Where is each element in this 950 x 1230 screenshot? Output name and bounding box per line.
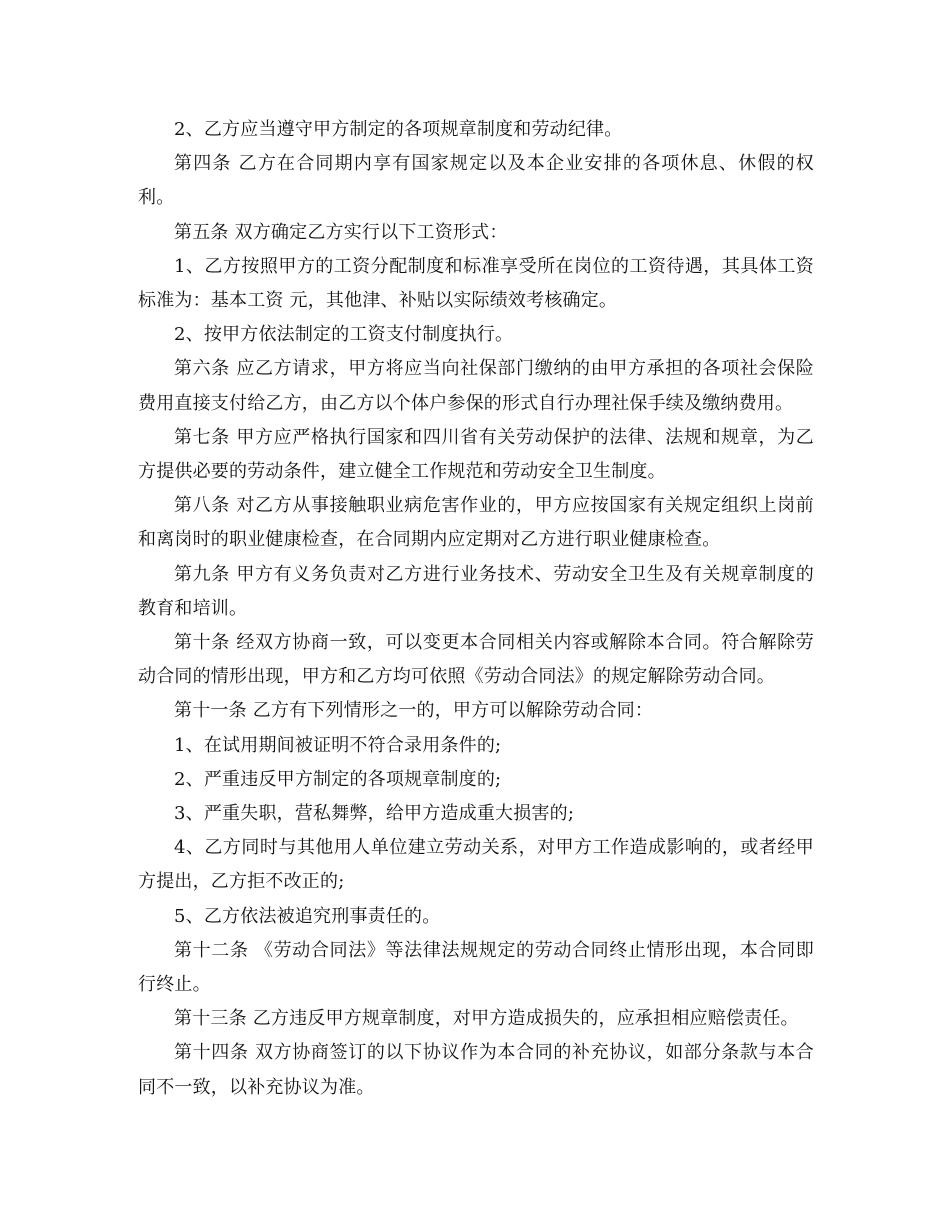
article-5-item-2: 2、按甲方依法制定的工资支付制度执行。 <box>174 324 514 346</box>
article-4: 第四条 乙方在合同期内享有国家规定以及本企业安排的各项休息、休假的权利。 <box>138 153 814 209</box>
article-8: 第八条 对乙方从事接触职业病危害作业的，甲方应按国家有关规定组织上岗前和离岗时的职业健康检查，在合同期内应定期对乙方进行职业健康检查。 <box>138 495 814 551</box>
article-11-item-4: 4、乙方同时与其他用人单位建立劳动关系，对甲方工作造成影响的，或者经甲方提出，乙方拒不改正的; <box>138 837 814 893</box>
article-6: 第六条 应乙方请求，甲方将应当向社保部门缴纳的由甲方承担的各项社会保险费用直接支付给乙方，由乙方以个体户参保的形式自行办理社保手续及缴纳费用。 <box>138 358 814 414</box>
article-11-item-1: 1、在试用期间被证明不符合录用条件的; <box>174 734 502 756</box>
article-10: 第十条 经双方协商一致，可以变更本合同相关内容或解除本合同。符合解除劳动合同的情形出现，甲方和乙方均可依照《劳动合同法》的规定解除劳动合同。 <box>138 632 814 688</box>
article-11: 第十一条 乙方有下列情形之一的，甲方可以解除劳动合同： <box>174 700 654 722</box>
article-12: 第十二条 《劳动合同法》等法律法规规定的劳动合同终止情形出现，本合同即行终止。 <box>138 939 814 996</box>
article-13: 第十三条 乙方违反甲方规章制度，对甲方造成损失的，应承担相应赔偿责任。 <box>174 1008 799 1030</box>
article-5-item-1: 1、乙方按照甲方的工资分配制度和标准享受所在岗位的工资待遇，其具体工资标准为：基本工资 元，其他津、补贴以实际绩效考核确定。 <box>138 255 814 312</box>
document-body <box>138 113 814 1105</box>
article-9: 第九条 甲方有义务负责对乙方进行业务技术、劳动安全卫生及有关规章制度的教育和培训。 <box>138 563 814 619</box>
article-14: 第十四条 双方协商签订的以下协议作为本合同的补充协议，如部分条款与本合同不一致，以补充协议为准。 <box>138 1042 814 1098</box>
article-11-item-2: 2、严重违反甲方制定的各项规章制度的; <box>174 768 502 790</box>
article-11-item-3: 3、严重失职，营私舞弊，给甲方造成重大损害的; <box>174 803 575 825</box>
article-11-item-5: 5、乙方依法被追究刑事责任的。 <box>174 905 441 927</box>
article-5: 第五条 双方确定乙方实行以下工资形式： <box>174 221 508 243</box>
clause-2-rules: 2、乙方应当遵守甲方制定的各项规章制度和劳动纪律。 <box>174 119 623 140</box>
article-7: 第七条 甲方应严格执行国家和四川省有关劳动保护的法律、法规和规章，为乙方提供必要的劳动条件，建立健全工作规范和劳动安全卫生制度。 <box>138 426 814 483</box>
